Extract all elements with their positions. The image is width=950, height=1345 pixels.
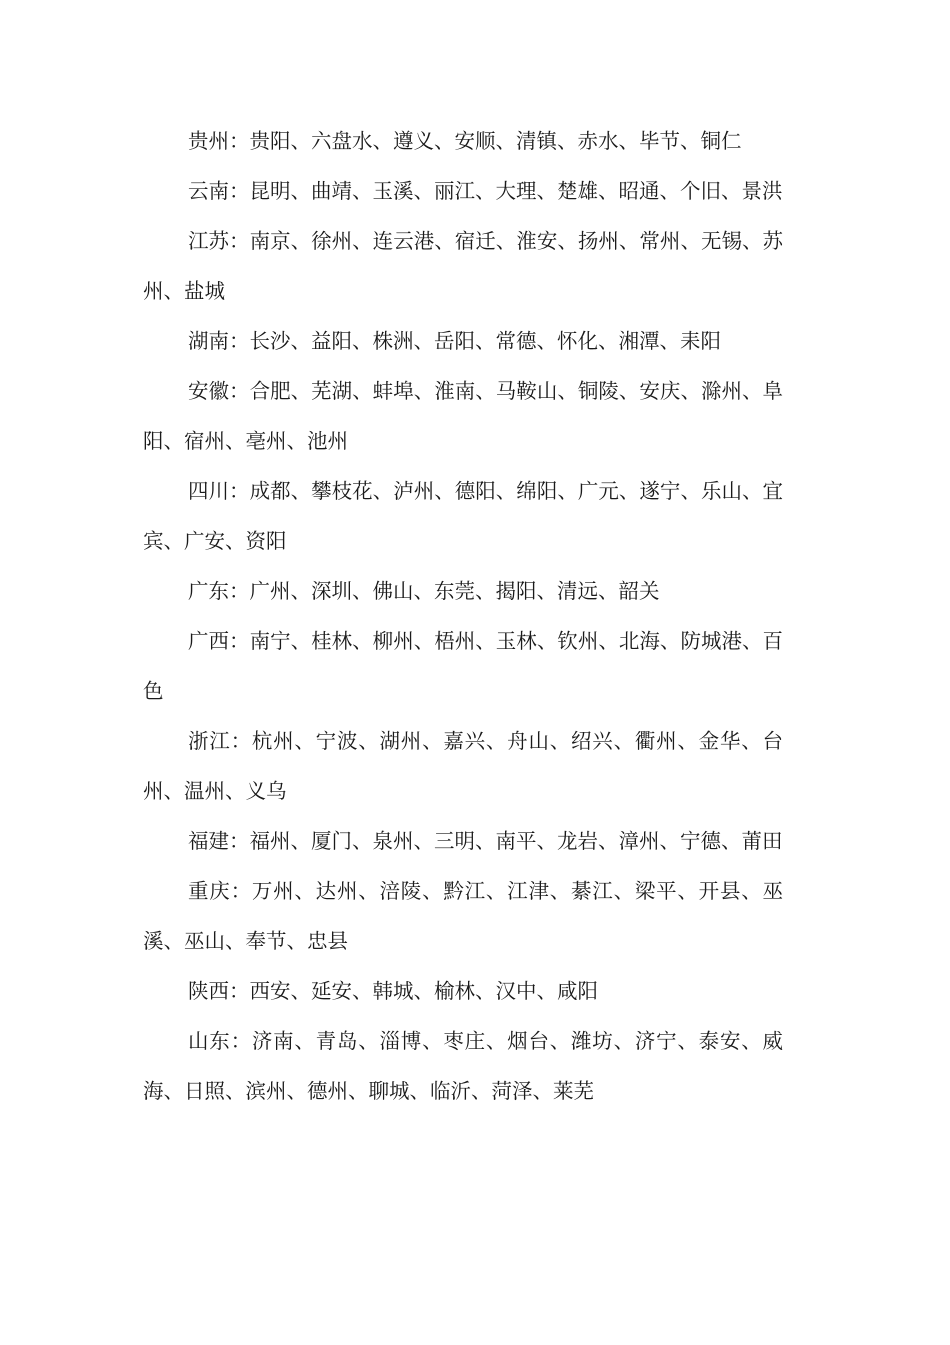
paragraph-anhui bbox=[143, 366, 783, 466]
province-label: 广东 bbox=[188, 579, 229, 603]
city-list: 南宁、桂林、柳州、梧州、玉林、钦州、北海、防城港、百色 bbox=[143, 629, 784, 703]
city-list: 西安、延安、韩城、榆林、汉中、咸阳 bbox=[249, 979, 598, 1003]
separator: ： bbox=[229, 479, 250, 503]
city-list: 广州、深圳、佛山、东莞、揭阳、清远、韶关 bbox=[249, 579, 660, 603]
separator: ： bbox=[229, 229, 250, 253]
paragraph-shandong bbox=[143, 1016, 783, 1116]
city-list: 济南、青岛、淄博、枣庄、烟台、潍坊、济宁、泰安、威海、日照、滨州、德州、聊城、临沂、菏泽、莱芜 bbox=[143, 1029, 784, 1103]
province-label: 重庆 bbox=[188, 879, 231, 903]
separator: ： bbox=[229, 979, 250, 1003]
paragraph-zhejiang bbox=[143, 716, 783, 816]
city-list: 南京、徐州、连云港、宿迁、淮安、扬州、常州、无锡、苏州、盐城 bbox=[143, 229, 784, 303]
province-label: 四川 bbox=[188, 479, 230, 503]
province-label: 广西 bbox=[188, 629, 230, 653]
city-list: 福州、厦门、泉州、三明、南平、龙岩、漳州、宁德、莆田 bbox=[249, 829, 783, 853]
city-list: 昆明、曲靖、玉溪、丽江、大理、楚雄、昭通、个旧、景洪 bbox=[249, 179, 783, 203]
separator: ： bbox=[229, 829, 250, 853]
city-list: 贵阳、六盘水、遵义、安顺、清镇、赤水、毕节、铜仁 bbox=[249, 129, 742, 153]
separator: ： bbox=[229, 579, 250, 603]
separator: ： bbox=[230, 879, 252, 903]
paragraph-guangdong bbox=[143, 566, 783, 616]
separator: ： bbox=[229, 379, 250, 403]
paragraph-fujian bbox=[143, 816, 783, 866]
province-city-list bbox=[143, 116, 783, 1116]
paragraph-sichuan bbox=[143, 466, 783, 566]
paragraph-chongqing bbox=[143, 866, 783, 966]
paragraph-guangxi bbox=[143, 616, 783, 716]
city-list: 万州、达州、涪陵、黔江、江津、綦江、梁平、开县、巫溪、巫山、奉节、忠县 bbox=[143, 879, 784, 953]
province-label: 陕西 bbox=[188, 979, 229, 1003]
city-list: 成都、攀枝花、泸州、德阳、绵阳、广元、遂宁、乐山、宜宾、广安、资阳 bbox=[143, 479, 784, 553]
province-label: 安徽 bbox=[188, 379, 230, 403]
paragraph-guizhou bbox=[143, 116, 783, 166]
city-list: 合肥、芜湖、蚌埠、淮南、马鞍山、铜陵、安庆、滁州、阜阳、宿州、亳州、池州 bbox=[143, 379, 784, 453]
city-list: 杭州、宁波、湖州、嘉兴、舟山、绍兴、衢州、金华、台州、温州、义乌 bbox=[143, 729, 784, 803]
paragraph-yunnan bbox=[143, 166, 783, 216]
province-label: 江苏 bbox=[188, 229, 230, 253]
paragraph-shaanxi bbox=[143, 966, 783, 1016]
paragraph-hunan bbox=[143, 316, 783, 366]
separator: ： bbox=[230, 729, 252, 753]
province-label: 山东 bbox=[188, 1029, 231, 1053]
paragraph-jiangsu bbox=[143, 216, 783, 316]
province-label: 浙江 bbox=[188, 729, 231, 753]
separator: ： bbox=[229, 629, 250, 653]
province-label: 贵州 bbox=[188, 129, 229, 153]
separator: ： bbox=[229, 129, 250, 153]
province-label: 福建 bbox=[188, 829, 229, 853]
province-label: 云南 bbox=[188, 179, 229, 203]
separator: ： bbox=[229, 179, 250, 203]
province-label: 湖南 bbox=[188, 329, 229, 353]
separator: ： bbox=[230, 1029, 252, 1053]
city-list: 长沙、益阳、株洲、岳阳、常德、怀化、湘潭、耒阳 bbox=[249, 329, 721, 353]
separator: ： bbox=[229, 329, 250, 353]
